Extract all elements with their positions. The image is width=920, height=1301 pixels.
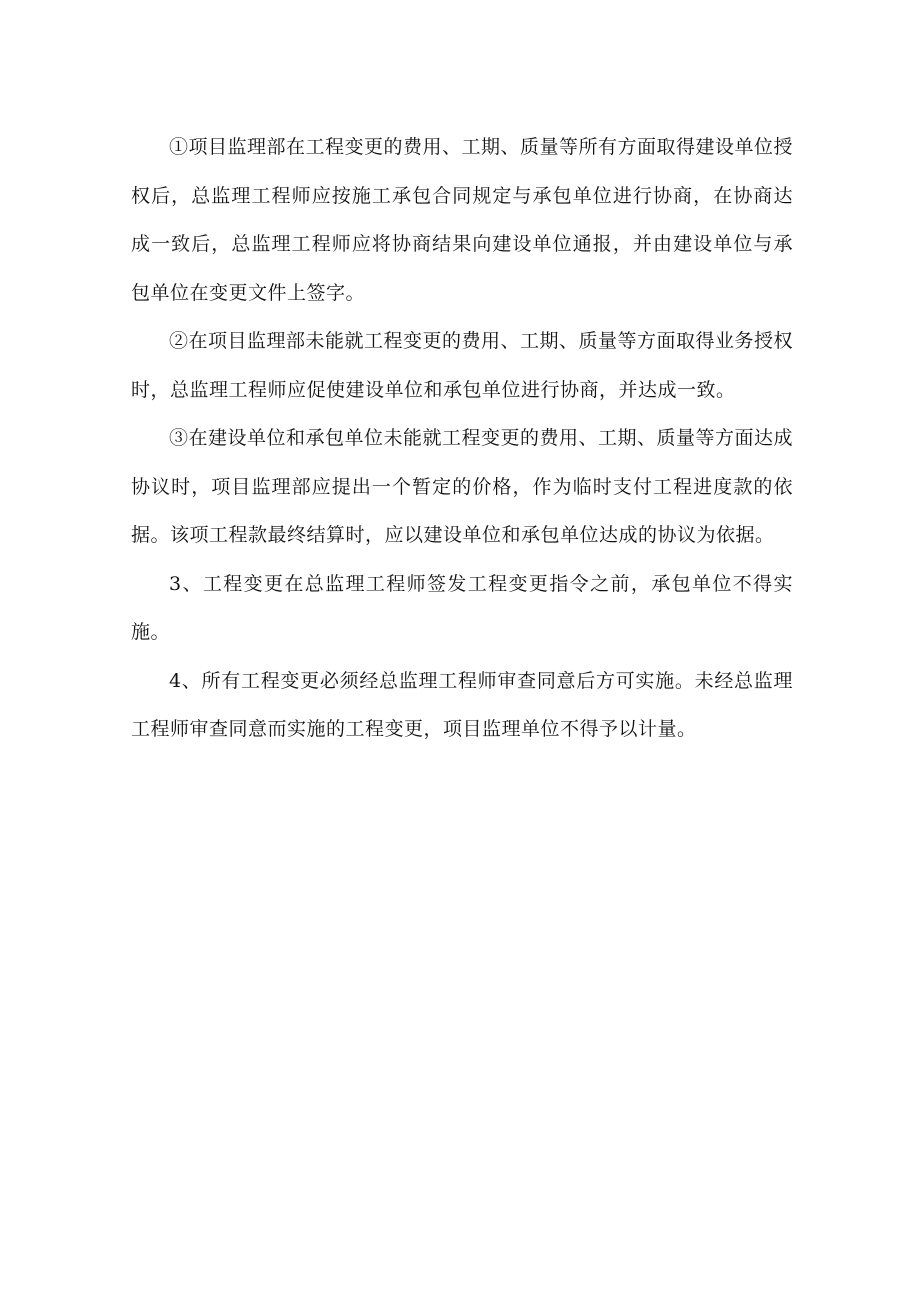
paragraph-1: ①项目监理部在工程变更的费用、工期、质量等所有方面取得建设单位授权后，总监理工程师应按施工承包合同规定与承包单位进行协商，在协商达成一致后，总监理工程师应将协商结果向建设单位通报，并由建设单位与承包单位在变更文件上签字。 — [131, 136, 794, 304]
paragraph-3: ③在建设单位和承包单位未能就工程变更的费用、工期、质量等方面达成协议时，项目监理部应提出一个暂定的价格，作为临时支付工程进度款的依据。该项工程款最终结算时，应以建设单位和承包单位达成的协议为依据。 — [131, 427, 794, 546]
paragraph-2: ②在项目监理部未能就工程变更的费用、工期、质量等方面取得业务授权时，总监理工程师应促使建设单位和承包单位进行协商，并达成一致。 — [131, 330, 794, 401]
document-body — [131, 123, 793, 754]
paragraph-4: 3、工程变更在总监理工程师签发工程变更指令之前，承包单位不得实施。 — [131, 572, 793, 643]
paragraph-5: 4、所有工程变更必须经总监理工程师审查同意后方可实施。未经总监理工程师审查同意而实施的工程变更，项目监理单位不得予以计量。 — [131, 669, 793, 740]
